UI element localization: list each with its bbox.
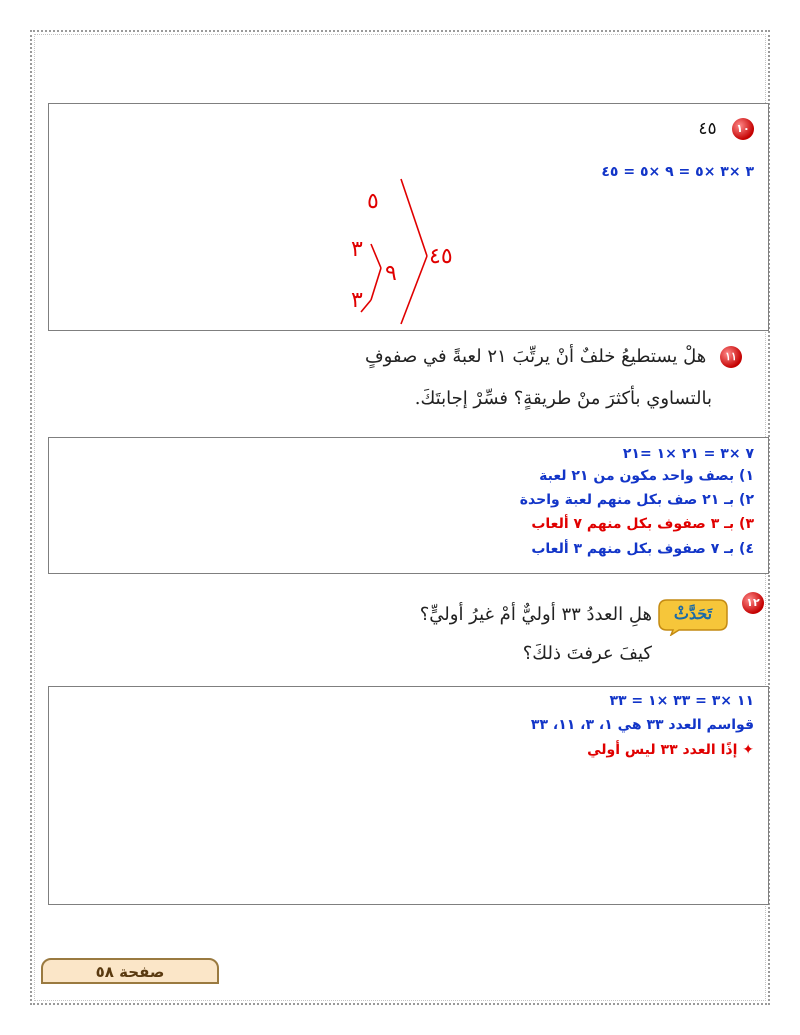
q12-divisors: قواسم العدد ٣٣ هي ١، ٣، ١١، ٣٣ — [530, 717, 754, 733]
q10-equation: ٣ ×٣ ×٥ = ٩ ×٥ = ٤٥ — [601, 164, 754, 180]
tree-branch-root-top — [401, 179, 427, 256]
q12-equation: ١١ ×٣ = ٣٣ ×١ = ٣٣ — [609, 693, 754, 709]
tree-branch-9-top — [371, 244, 381, 268]
tree-leaf-2: ٣ — [351, 288, 363, 313]
tree-branch-root-bottom — [401, 256, 427, 324]
q11-question-line1: هلْ يستطيعُ خلفٌ أنْ يرتِّبَ ٢١ لعبةً في صفوفٍ — [364, 346, 707, 367]
tree-leaf-1: ٣ — [351, 237, 363, 262]
q10-number: ٤٥ — [698, 119, 717, 139]
q11-answer-box — [48, 437, 769, 574]
tree-mid-factor: ٩ — [385, 261, 397, 286]
talk-speech-bubble — [657, 598, 729, 636]
q12-line1: هلِ العددُ ٣٣ أوليٌّ أمْ غيرُ أوليٍّ؟ — [419, 604, 652, 625]
tree-root: ٤٥ — [429, 244, 453, 269]
talk-label: تَحَدَّثْ — [673, 604, 713, 623]
tree-top-factor: ٥ — [367, 189, 379, 214]
q10-badge: ١٠ — [732, 118, 754, 140]
q11-item-3: ٣) بـ ٣ صفوف بكل منهم ٧ ألعاب — [531, 516, 754, 532]
q12-conclusion: ✦ إذًا العدد ٣٣ ليس أولي — [587, 742, 754, 758]
tree-branch-9-mid — [371, 268, 381, 300]
page-number-tab: صفحة ٥٨ — [41, 958, 219, 984]
q11-item-1: ١) بصف واحد مكون من ٢١ لعبة — [539, 468, 754, 484]
q11-line2: بالتساوي بأكثرَ منْ طريقةٍ؟ فسِّرْ إجابتَكَ. — [414, 388, 712, 409]
q11-item-2: ٢) بـ ٢١ صف بكل منهم لعبة واحدة — [519, 492, 754, 508]
q10-answer-box — [48, 103, 769, 331]
q12-badge: ١٢ — [742, 592, 764, 614]
q11-line1 — [365, 346, 742, 368]
q11-item-4: ٤) بـ ٧ صفوف بكل منهم ٣ ألعاب — [531, 541, 754, 557]
q12-answer-box — [48, 686, 769, 905]
factor-tree — [49, 104, 768, 330]
q12-line2: كيفَ عرفتَ ذلكَ؟ — [522, 643, 652, 664]
q11-badge: ١١ — [720, 346, 742, 368]
q11-equation: ٧ ×٣ = ٢١ ×١ =٢١ — [622, 446, 754, 462]
